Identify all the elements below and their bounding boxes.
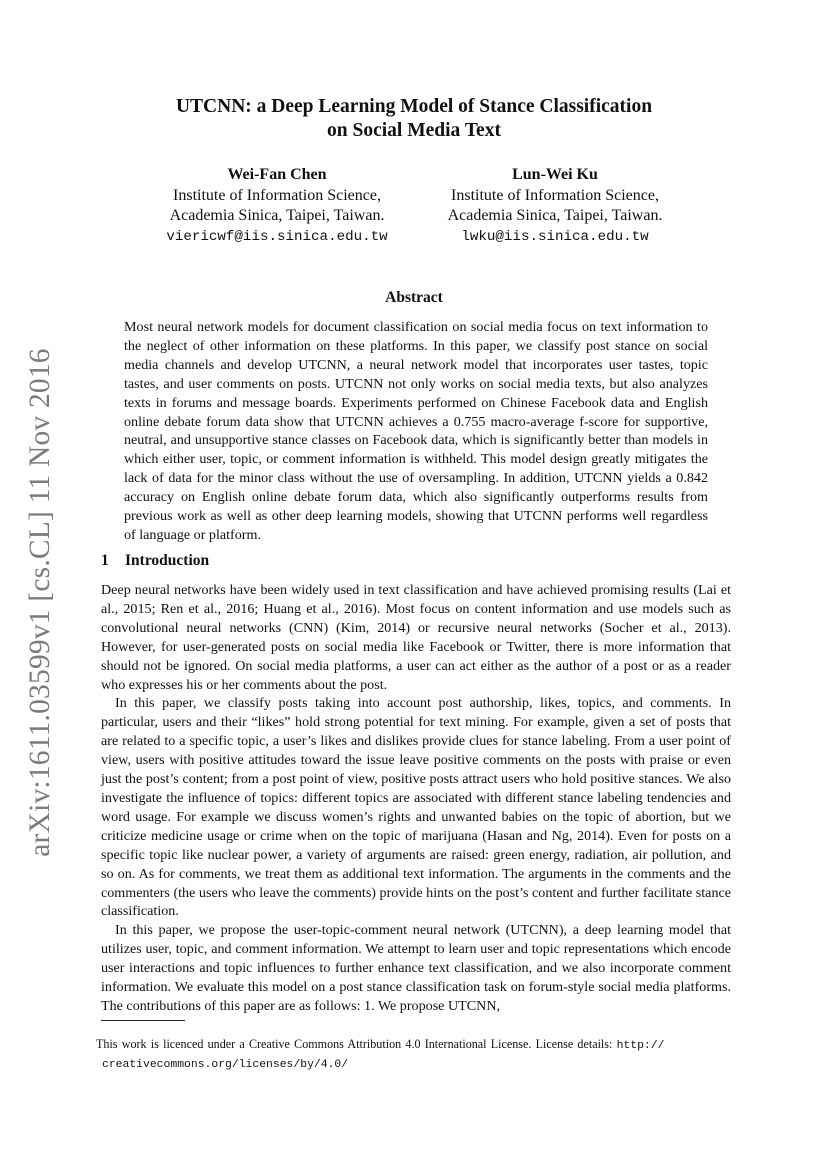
title-line-1: UTCNN: a Deep Learning Model of Stance Classification <box>175 96 653 117</box>
paper-title <box>0 95 828 143</box>
author-affiliation-line-1: Institute of Information Science, <box>451 186 659 204</box>
author-block-2 <box>418 165 692 247</box>
title-line-2: on Social Media Text <box>327 120 501 141</box>
license-url-part-1[interactable]: http:// <box>616 1040 665 1052</box>
section-heading-introduction <box>101 552 209 570</box>
section-title: Introduction <box>125 552 210 569</box>
arxiv-stamp-text: arXiv:1611.03599v1 [cs.CL] 11 Nov 2016 <box>23 348 56 857</box>
arxiv-identifier-stamp <box>18 348 62 857</box>
author-name: Lun-Wei Ku <box>512 166 598 183</box>
license-footnote <box>96 1036 736 1073</box>
footnote-text: This work is licenced under a Creative Commons Attribution 4.0 International License. License details: <box>96 1037 613 1051</box>
author-email: lwku@iis.sinica.edu.tw <box>461 228 649 245</box>
license-url-part-2[interactable]: creativecommons.org/licenses/by/4.0/ <box>102 1058 349 1071</box>
author-name: Wei-Fan Chen <box>227 166 327 183</box>
author-block-1 <box>137 165 417 247</box>
author-email: viericwf@iis.sinica.edu.tw <box>166 228 388 245</box>
abstract-heading: Abstract <box>385 289 443 306</box>
author-affiliation-line-2: Academia Sinica, Taipei, Taiwan. <box>447 207 663 224</box>
introduction-body <box>101 581 731 1016</box>
author-affiliation-line-2: Academia Sinica, Taipei, Taiwan. <box>169 207 385 224</box>
abstract-text: Most neural network models for document classification on social media focus on text information to the neglect of other information on these platforms. In this paper, we classify post stance on social media channels and develop UTCNN, a neural network model that incorporates user tastes, topic tastes, and user comments on posts. UTCNN not only works on social media texts, but also analyzes texts in forums and message boards. Experiments performed on Chinese Facebook data and English online debate forum data show that UTCNN achieves a 0.755 macro-average f-score for supportive, neutral, and unsupportive stance classes on Facebook data, which is significantly better than models in which either user, topic, or comment information is withheld. This model design greatly mitigates the lack of data for the minor class without the use of oversampling. In addition, UTCNN yields a 0.842 accuracy on English online debate forum data, which also significantly outperforms results from previous work as well as other deep learning models, showing that UTCNN performs well regardless of language or platform. <box>124 319 708 543</box>
body-paragraph-2: In this paper, we classify posts taking into account post authorship, likes, topics, and comments. In particular, users and their “likes” hold strong potential for text mining. For example, given a set of posts that are related to a specific topic, a user’s likes and dislikes provide clues for stance labeling. From a user point of view, users with positive attitudes toward the issue leave positive comments on the posts with praise or even just the post’s content; from a post point of view, positive posts attract users who hold positive stances. We also investigate the influence of topics: different topics are associated with different stance labeling tendencies and word usage. For example we discuss women’s rights and unwanted babies on the topic of abortion, but we criticize medicine usage or crime when on the topic of marijuana (Hasan and Ng, 2014). Even for posts on a specific topic like nuclear power, a variety of arguments are raised: green energy, radiation, air pollution, and so on. As for comments, we treat them as additional text information. The arguments in the comments and the commenters (the users who leave the comments) provide hints on the post’s content and further facilitate stance classification. <box>101 695 731 920</box>
body-paragraph-3: In this paper, we propose the user-topic-comment neural network (UTCNN), a deep learning model that utilizes user, topic, and comment information. We attempt to learn user and topic representations which encode user interactions and topic influences to further enhance text classification, and we also incorporate comment information. We evaluate this model on a post stance classification task on forum-style social media platforms. The contributions of this paper are as follows: 1. We propose UTCNN, <box>101 922 731 1014</box>
body-paragraph-1: Deep neural networks have been widely used in text classification and have achieved promising results (Lai et al., 2015; Ren et al., 2016; Huang et al., 2016). Most focus on content information and use models such as convolutional neural networks (CNN) (Kim, 2014) or recursive neural networks (Socher et al., 2013). However, for user-generated posts on social media like Facebook or Twitter, there is more information that should not be ignored. On social media platforms, a user can act either as the author of a post or as a reader who expresses his or her comments about the post. <box>101 582 731 693</box>
section-number: 1 <box>101 552 109 569</box>
footnote-separator <box>101 1020 185 1021</box>
author-affiliation-line-1: Institute of Information Science, <box>173 186 381 204</box>
